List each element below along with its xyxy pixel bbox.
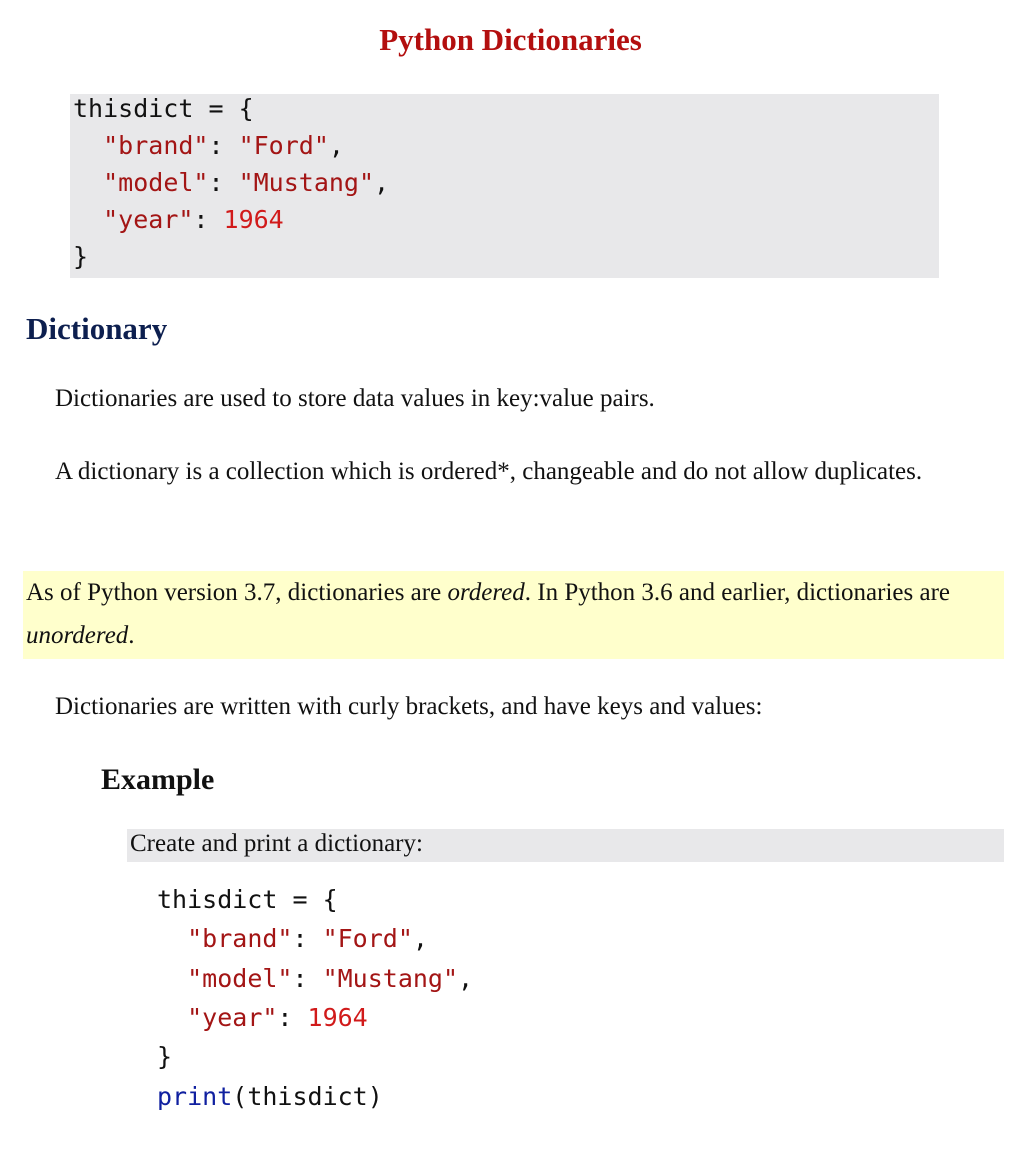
code-line: thisdict = {: [73, 94, 254, 123]
page-title: Python Dictionaries: [379, 22, 642, 57]
version-note: [23, 571, 1004, 659]
example-caption-bar: [127, 829, 1004, 862]
example-caption: Create and print a dictionary:: [130, 830, 423, 857]
note-text: As of Python version 3.7, dictionaries are ordered. In Python 3.6 and earlier, dictionaries are unordered.: [26, 579, 950, 649]
code-line: "brand": "Ford",: [103, 131, 344, 160]
code-line: print(thisdict): [157, 1082, 383, 1111]
code-line: "year": 1964: [103, 205, 284, 234]
example-heading: Example: [101, 763, 215, 796]
code-line: "year": 1964: [187, 1003, 368, 1032]
paragraph: Dictionaries are written with curly brackets, and have keys and values:: [55, 693, 763, 720]
code-line: }: [157, 1042, 173, 1071]
code-line: "brand": "Ford",: [187, 924, 428, 953]
intro-code-block: [70, 94, 939, 278]
paragraph: Dictionaries are used to store data values in key:value pairs.: [55, 385, 655, 412]
paragraph: A dictionary is a collection which is ordered*, changeable and do not allow duplicates.: [55, 458, 923, 485]
section-heading: Dictionary: [26, 311, 168, 346]
code-line: }: [73, 242, 89, 271]
code-line: "model": "Mustang",: [103, 168, 390, 197]
code-line: thisdict = {: [157, 885, 338, 914]
code-line: "model": "Mustang",: [187, 964, 474, 993]
